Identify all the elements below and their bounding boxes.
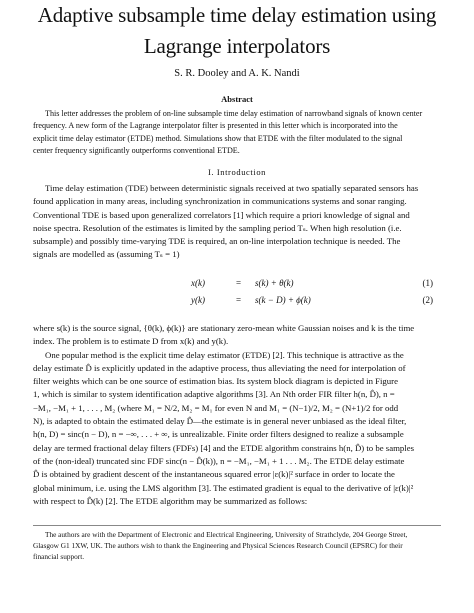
paper-title-line-1: Adaptive subsample time delay estimation using xyxy=(37,3,437,27)
intro-paragraph xyxy=(33,182,441,262)
body-line: subsample) and possibly time-varying TDE is required, an on-line interpolation technique is needed. The xyxy=(33,236,401,247)
body-line: filter weights which can be one source of estimation bias. Its system block diagram is depicted in Figure xyxy=(33,376,398,387)
abstract-line: This letter addresses the problem of on-line subsample time delay estimation of narrowband signals of known center xyxy=(45,109,423,118)
equation-lhs: x(k) xyxy=(191,278,205,288)
footnote xyxy=(33,529,441,563)
abstract-line: frequency. A new form of the Lagrange interpolator filter is presented in this letter which is incorporated into the xyxy=(33,121,398,131)
abstract-text xyxy=(33,108,441,157)
equation-rhs: s(k − D) + ϕ(k) xyxy=(255,295,311,305)
body-line: signals are modelled as (assuming Tₛ = 1) xyxy=(33,249,180,260)
body-line: D̂ is obtained by gradient descent of the instantaneous squared error |ε(k)|² surface in order to locate the xyxy=(33,469,395,480)
body-line: h(n, D) = sinc(n − D), n = −∞, . . . + ∞, is unrealizable. Finite order filters designed to realize a subsample xyxy=(33,429,404,440)
equation-lhs: y(k) xyxy=(191,295,205,305)
body-line: index. The problem is to estimate D from x(k) and y(k). xyxy=(33,336,229,347)
body-line: found application in many areas, including synchronization in communications systems and sonar ranging. xyxy=(33,196,407,207)
body-line: delay are termed fractional delay filters (FDFs) [4] and the ETDE algorithm constrains h(n, D̂) to be samples xyxy=(33,442,414,453)
abstract-line: center frequency significantly outperforms conventional ETDE. xyxy=(33,145,240,155)
body-line: delay estimate D̂ is explicitly updated in the adaptive process, thus alleviating the need for interpolation of xyxy=(33,362,406,373)
footnote-line: Glasgow G1 1XW, UK. The authors wish to thank the Engineering and Physical Sciences Research Council (EPSRC) for their xyxy=(33,541,403,551)
body-line: −M₁, −M₁ + 1, . . . , M₂ (where M₁ = N/2, M₂ = M₁ for even N and M₁ = (N−1)/2, M₂ = (N+1)/2 for odd xyxy=(33,402,399,413)
body-line: global minimum, i.e. using the LMS algorithm [3]. The estimated gradient is equal to the derivative of |ε(k)|² xyxy=(33,482,414,493)
body-line: Time delay estimation (TDE) between deterministic signals received at two spatially separated sensors has xyxy=(45,183,419,193)
body-line: of the (non-ideal) truncated sinc FDF sinc(n − D̂(k)), n = −M₁, −M₁ + 1 . . . M₂. The ETDE delay estimate xyxy=(33,455,405,466)
body-line: 1, which is similar to system identification adaptive algorithms [3]. An Nth order FIR filter h(n, D̂), n = xyxy=(33,389,395,400)
equation-relation: = xyxy=(236,278,242,288)
equation-1 xyxy=(33,278,441,292)
equation-number: (2) xyxy=(422,295,433,305)
equation-number: (1) xyxy=(422,278,433,288)
author-list: S. R. Dooley and A. K. Nandi xyxy=(174,68,300,79)
equation-2 xyxy=(33,295,441,309)
equation-relation: = xyxy=(236,295,242,305)
paper-title-line-2: Lagrange interpolators xyxy=(143,34,331,58)
body-line: with respect to D̂(k) [2]. The ETDE algorithm may be summarized as follows: xyxy=(33,495,308,506)
body-line: noise spectra. Resolution of the estimates is limited by the sampling period Tₛ. When high resolution (i.e. xyxy=(33,222,402,233)
footnote-line: The authors are with the Department of Electronic and Electrical Engineering, University of Strathclyde, 204 George Street, xyxy=(45,530,408,539)
abstract-line: explicit time delay estimator (ETDE) method. Simulations show that ETDE with the filter modulated to the signal xyxy=(33,133,403,143)
footnote-divider xyxy=(33,525,441,526)
equation-rhs: s(k) + θ(k) xyxy=(255,278,294,288)
section-heading: I. Introduction xyxy=(207,167,267,177)
body-line: where s(k) is the source signal, {θ(k), ϕ(k)} are stationary zero-mean white Gaussian noises and k is the time xyxy=(33,323,415,333)
etde-paragraph xyxy=(33,322,441,508)
abstract-heading: Abstract xyxy=(221,94,253,104)
body-line: Conventional TDE is based upon generalized correlators [1] which require a priori knowledge of signal and xyxy=(33,209,410,220)
body-line: N), is adapted to obtain the estimated delay D̂—the estimate is in general never unbiased as the ideal filter, xyxy=(33,416,407,427)
body-line: One popular method is the explicit time delay estimator (ETDE) [2]. This technique is attractive as the xyxy=(45,349,404,360)
footnote-line: financial support. xyxy=(33,552,85,562)
